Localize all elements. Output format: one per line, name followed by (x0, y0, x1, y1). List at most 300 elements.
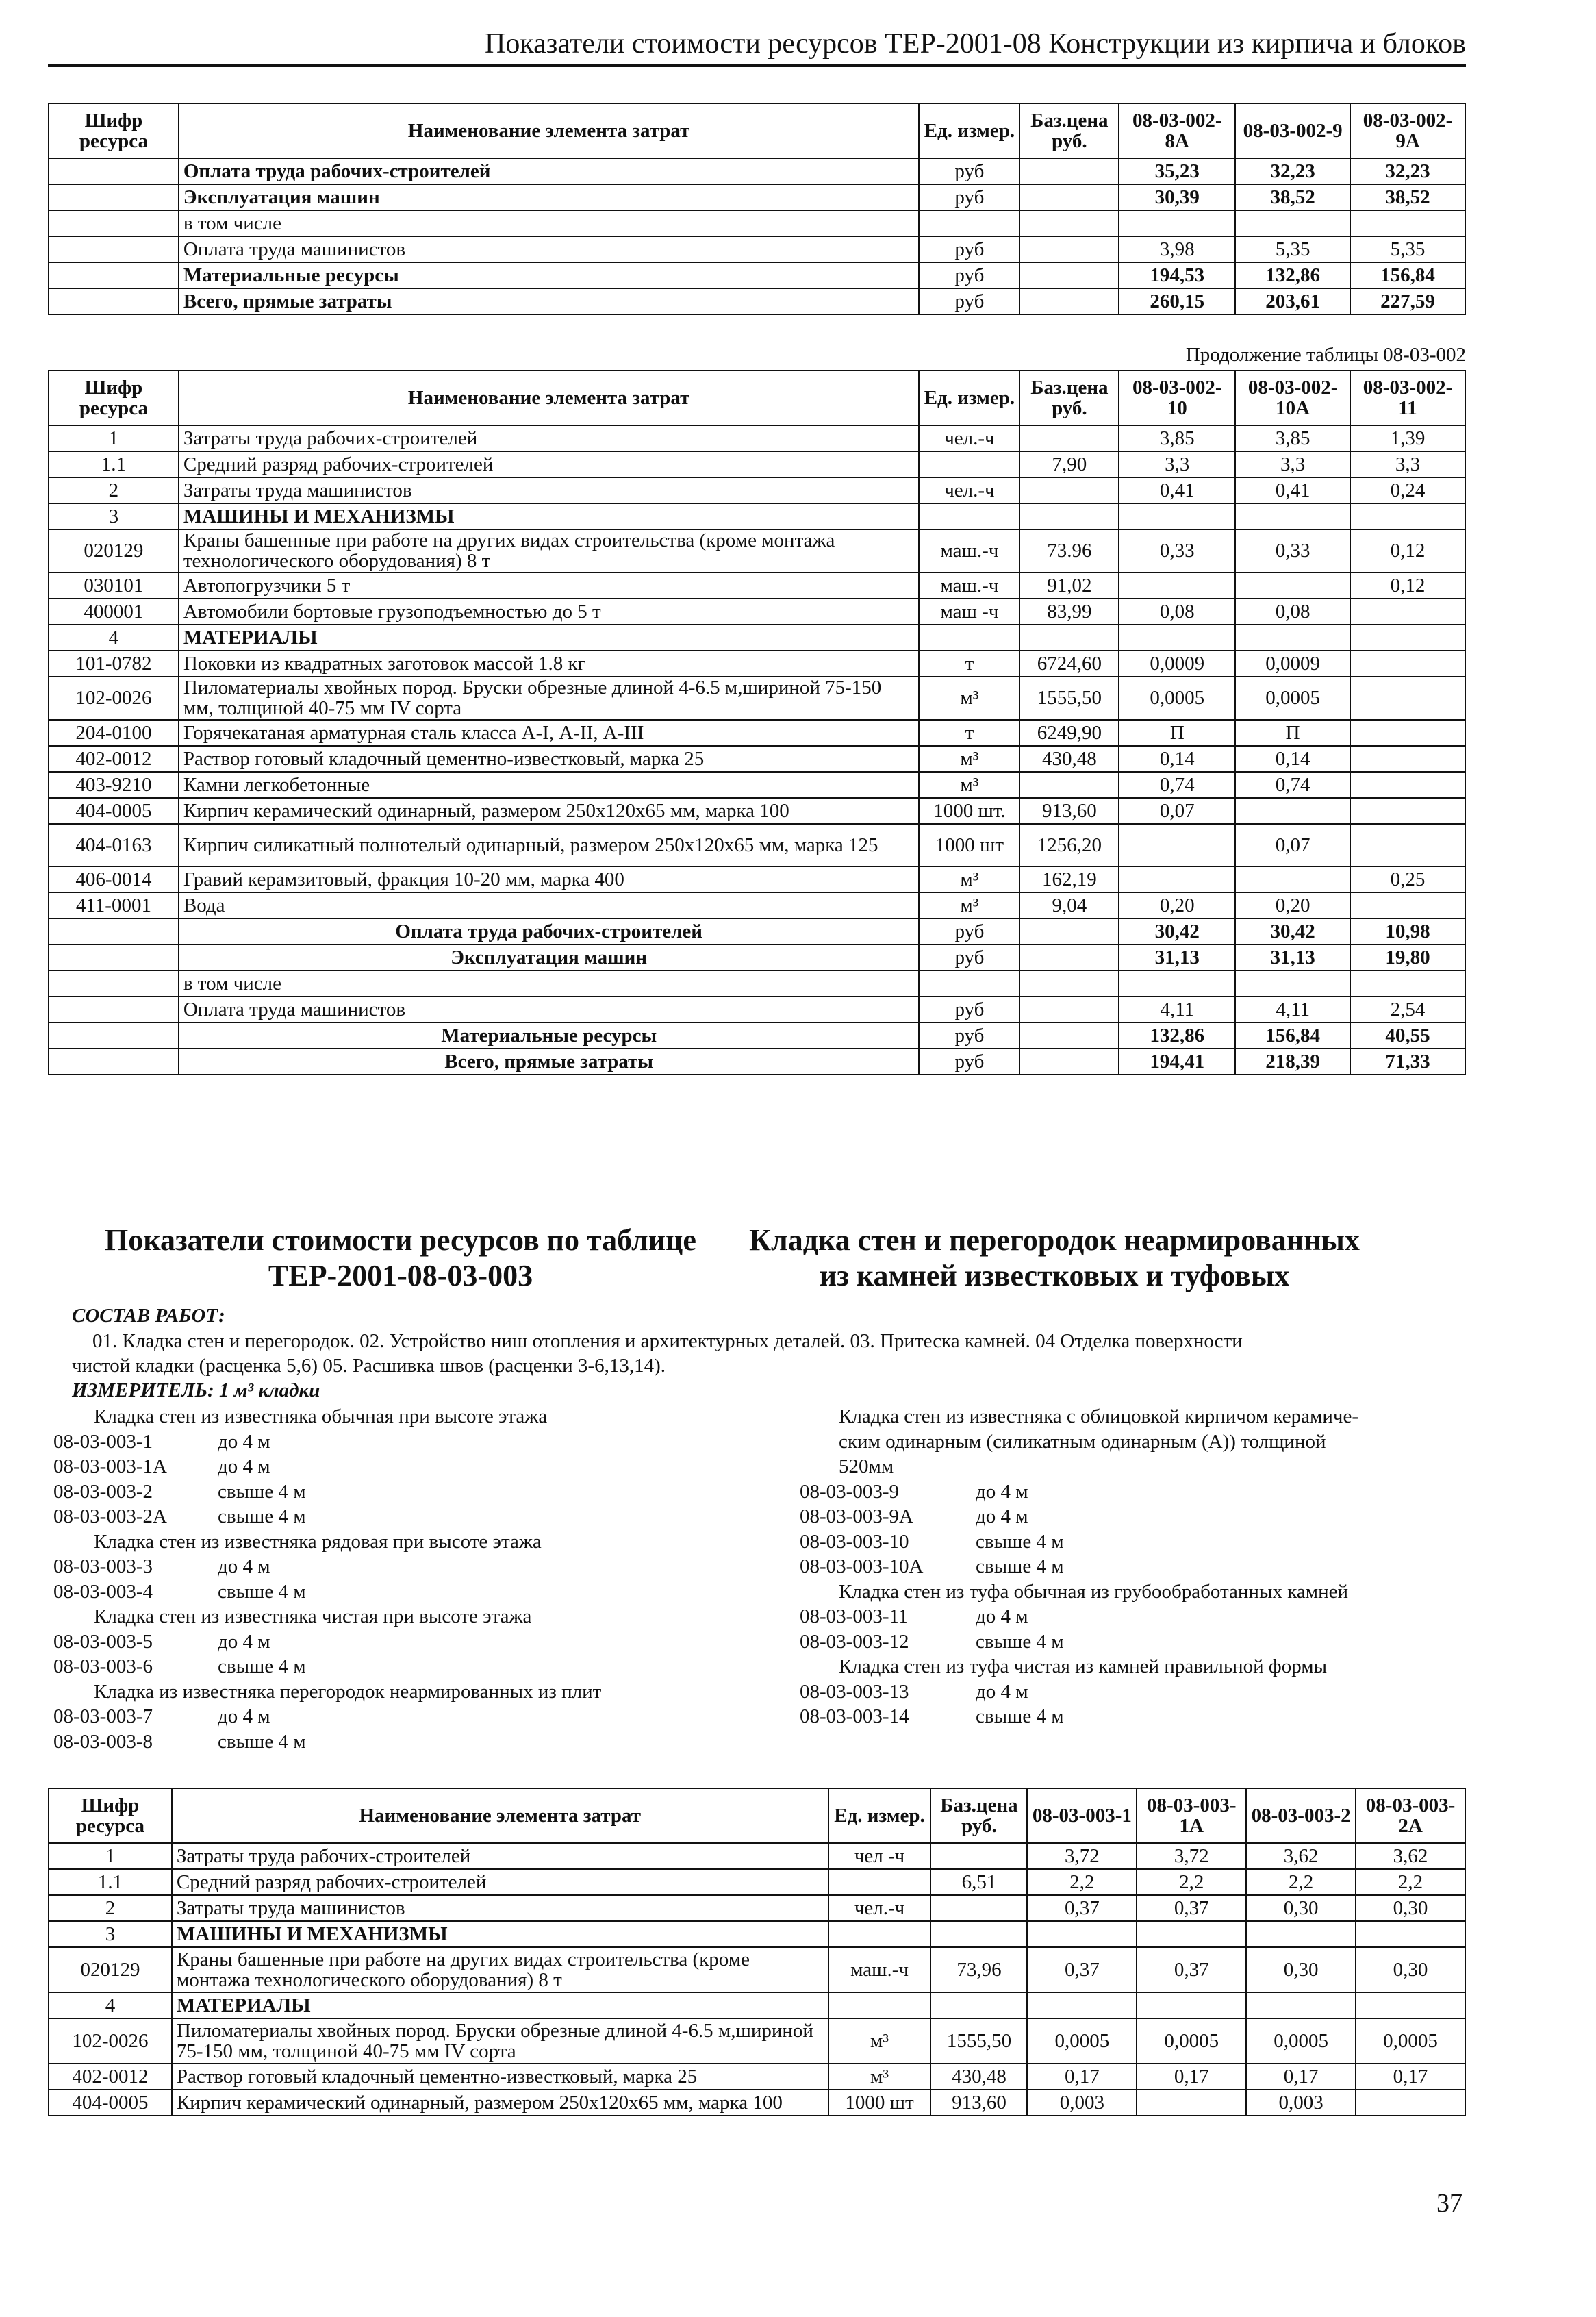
value-cell: 3,3 (1350, 451, 1465, 477)
value-cell: 132,86 (1235, 262, 1350, 288)
unit-cell: маш.-ч (828, 1947, 931, 1992)
value-cell (1350, 892, 1465, 918)
code-cell: 102-0026 (49, 2018, 172, 2064)
name-cell: Раствор готовый кладочный цементно-известковый, марка 25 (172, 2064, 828, 2090)
value-cell: 0,17 (1246, 2064, 1356, 2090)
name-cell: Всего, прямые затраты (179, 1049, 920, 1075)
price-cell (1019, 970, 1119, 997)
section-title-left: Показатели стоимости ресурсов по таблице ТЕР-2001-08-03-003 (105, 1223, 696, 1292)
unit-cell: руб (919, 997, 1019, 1023)
unit-cell: м³ (919, 677, 1019, 720)
table-row (49, 1947, 1465, 1992)
price-cell (1019, 918, 1119, 944)
table-row (49, 158, 1465, 184)
value-cell: 0,33 (1119, 529, 1235, 573)
col-rate-header: 08-03-002-10А (1235, 371, 1350, 425)
value-cell: 1,39 (1350, 425, 1465, 451)
value-cell (1119, 503, 1235, 529)
value-cell: 0,41 (1235, 477, 1350, 503)
name-cell: Гравий керамзитовый, фракция 10-20 мм, марка 400 (179, 866, 920, 892)
value-cell: 30,42 (1235, 918, 1350, 944)
unit-cell: чел -ч (828, 1843, 931, 1869)
name-cell: Средний разряд рабочих-строителей (179, 451, 920, 477)
table-row (49, 184, 1465, 210)
value-cell: 32,23 (1350, 158, 1465, 184)
unit-cell: 1000 шт (828, 2090, 931, 2116)
unit-cell: м³ (919, 892, 1019, 918)
name-cell: Всего, прямые затраты (179, 288, 920, 314)
rate-height: свыше 4 м (218, 1480, 306, 1503)
name-cell: Краны башенные при работе на других видах строительства (кроме монтажа технологического оборудования) 8 т (179, 529, 920, 573)
value-cell: 3,85 (1119, 425, 1235, 451)
value-cell (1119, 970, 1235, 997)
unit-cell: чел.-ч (919, 425, 1019, 451)
name-cell: в том числе (179, 210, 920, 236)
value-cell (1137, 1921, 1246, 1947)
unit-cell: руб (919, 262, 1019, 288)
value-cell: 0,33 (1235, 529, 1350, 573)
code-cell: 204-0100 (49, 720, 179, 746)
price-cell (1019, 1049, 1119, 1075)
value-cell: 0,0009 (1119, 651, 1235, 677)
name-cell: Автомобили бортовые грузоподъемностью до 5 т (179, 599, 920, 625)
rate-code: 08-03-003-2А (53, 1505, 167, 1527)
name-cell: Затраты труда рабочих-строителей (179, 425, 920, 451)
col-rate-header: 08-03-003-2 (1246, 1788, 1356, 1843)
price-cell: 9,04 (1019, 892, 1119, 918)
name-cell: МАШИНЫ И МЕХАНИЗМЫ (179, 503, 920, 529)
value-cell: 30,42 (1119, 918, 1235, 944)
value-cell: 38,52 (1235, 184, 1350, 210)
rate-height: до 4 м (218, 1705, 270, 1727)
value-cell (1350, 772, 1465, 798)
price-cell (930, 1843, 1027, 1869)
price-cell (1019, 944, 1119, 970)
value-cell: 40,55 (1350, 1023, 1465, 1049)
code-cell (49, 1049, 179, 1075)
unit-cell: т (919, 651, 1019, 677)
table-row (49, 477, 1465, 503)
table-row (49, 746, 1465, 772)
value-cell: 3,72 (1137, 1843, 1246, 1869)
rate-code: 08-03-003-7 (53, 1705, 153, 1727)
value-cell: 0,08 (1119, 599, 1235, 625)
col-rate-header: 08-03-003-2А (1356, 1788, 1465, 1843)
rate-height: свыше 4 м (218, 1580, 306, 1603)
code-cell: 403-9210 (49, 772, 179, 798)
code-cell: 3 (49, 503, 179, 529)
value-cell: 0,17 (1137, 2064, 1246, 2090)
page-number: 37 (1436, 2189, 1462, 2218)
value-cell (1350, 503, 1465, 529)
rate-code: 08-03-003-9 (800, 1480, 899, 1503)
unit-cell (828, 1992, 931, 2018)
value-cell: 0,0005 (1235, 677, 1350, 720)
unit-cell: маш.-ч (919, 529, 1019, 573)
value-cell: 2,2 (1027, 1869, 1137, 1895)
value-cell: 3,62 (1356, 1843, 1465, 1869)
col-price-header: Баз.цена руб. (1019, 371, 1119, 425)
value-cell (1350, 210, 1465, 236)
value-cell (1350, 970, 1465, 997)
table-row (49, 651, 1465, 677)
value-cell (1246, 1921, 1356, 1947)
value-cell (1119, 625, 1235, 651)
code-cell (49, 918, 179, 944)
name-cell: Камни легкобетонные (179, 772, 920, 798)
rate-height: свыше 4 м (218, 1505, 306, 1527)
value-cell: 32,23 (1235, 158, 1350, 184)
rate-code: 08-03-003-1А (53, 1455, 167, 1477)
value-cell: 2,2 (1137, 1869, 1246, 1895)
value-cell: 0,0005 (1119, 677, 1235, 720)
code-cell: 2 (49, 477, 179, 503)
value-cell (1350, 746, 1465, 772)
value-cell: 0,003 (1027, 2090, 1137, 2116)
unit-cell: руб (919, 184, 1019, 210)
price-cell: 91,02 (1019, 573, 1119, 599)
value-cell: 0,003 (1246, 2090, 1356, 2116)
value-cell: 2,2 (1246, 1869, 1356, 1895)
code-cell: 404-0163 (49, 824, 179, 866)
price-cell (1019, 1023, 1119, 1049)
value-cell: 3,3 (1119, 451, 1235, 477)
list-heading: ским одинарным (силикатным одинарным (А)) толщиной (839, 1430, 1326, 1453)
value-cell (1235, 210, 1350, 236)
code-cell: 4 (49, 625, 179, 651)
price-cell: 913,60 (930, 2090, 1027, 2116)
value-cell: 0,17 (1027, 2064, 1137, 2090)
table-08-03-002-part2 (48, 370, 1466, 1075)
unit-cell (919, 625, 1019, 651)
col-price-header: Баз.цена руб. (1019, 103, 1119, 158)
price-cell: 6249,90 (1019, 720, 1119, 746)
table-row (49, 262, 1465, 288)
table-row (49, 997, 1465, 1023)
unit-cell: руб (919, 944, 1019, 970)
value-cell: 0,37 (1027, 1947, 1137, 1992)
unit-cell: чел.-ч (919, 477, 1019, 503)
code-cell: 102-0026 (49, 677, 179, 720)
unit-cell: руб (919, 158, 1019, 184)
table-row (49, 236, 1465, 262)
name-cell: Горячекатаная арматурная сталь класса А-I, А-II, А-III (179, 720, 920, 746)
value-cell: 0,30 (1356, 1947, 1465, 1992)
unit-cell: м³ (919, 866, 1019, 892)
value-cell: 0,24 (1350, 477, 1465, 503)
rate-code: 08-03-003-8 (53, 1730, 153, 1753)
continuation-label: Продолжение таблицы 08-03-002 (1185, 344, 1466, 366)
value-cell (1027, 1921, 1137, 1947)
table-row (49, 451, 1465, 477)
code-cell: 020129 (49, 529, 179, 573)
table-row (49, 2090, 1465, 2116)
unit-cell: 1000 шт. (919, 798, 1019, 824)
value-cell: 10,98 (1350, 918, 1465, 944)
table-row (49, 892, 1465, 918)
price-cell (1019, 503, 1119, 529)
value-cell: 0,37 (1137, 1947, 1246, 1992)
rate-height: до 4 м (976, 1505, 1028, 1527)
sostav-text: 01. Кладка стен и перегородок. 02. Устройство ниш отопления и архитектурных деталей. 03. Притеска камней. 04 Отделка поверхности (92, 1330, 1243, 1352)
value-cell: 203,61 (1235, 288, 1350, 314)
table-08-03-002-part1 (48, 103, 1466, 315)
table-row (49, 1921, 1465, 1947)
value-cell: 156,84 (1235, 1023, 1350, 1049)
price-cell (930, 1895, 1027, 1921)
rate-code: 08-03-003-11 (800, 1605, 909, 1627)
value-cell: 0,20 (1235, 892, 1350, 918)
value-cell: 0,0005 (1137, 2018, 1246, 2064)
code-cell: 411-0001 (49, 892, 179, 918)
col-unit-header: Ед. измер. (919, 103, 1019, 158)
unit-cell (919, 970, 1019, 997)
value-cell: 0,37 (1027, 1895, 1137, 1921)
table-row (49, 288, 1465, 314)
value-cell: 0,17 (1356, 2064, 1465, 2090)
value-cell: 71,33 (1350, 1049, 1465, 1075)
value-cell: П (1119, 720, 1235, 746)
value-cell (1235, 798, 1350, 824)
value-cell (1246, 1992, 1356, 2018)
unit-cell: м³ (828, 2064, 931, 2090)
value-cell: 156,84 (1350, 262, 1465, 288)
rate-code: 08-03-003-12 (800, 1630, 909, 1653)
unit-cell: м³ (919, 746, 1019, 772)
price-cell: 430,48 (930, 2064, 1027, 2090)
table-row (49, 210, 1465, 236)
code-cell: 402-0012 (49, 746, 179, 772)
rate-height: свыше 4 м (976, 1705, 1064, 1727)
rate-code: 08-03-003-1 (53, 1430, 153, 1453)
value-cell: 0,08 (1235, 599, 1350, 625)
rate-code: 08-03-003-2 (53, 1480, 153, 1503)
value-cell (1119, 573, 1235, 599)
price-cell: 430,48 (1019, 746, 1119, 772)
measure-unit: ИЗМЕРИТЕЛЬ: 1 м³ кладки (72, 1379, 320, 1401)
price-cell (1019, 236, 1119, 262)
price-cell: 6724,60 (1019, 651, 1119, 677)
list-heading: Кладка стен из известняка рядовая при высоте этажа (94, 1530, 542, 1553)
value-cell: 38,52 (1350, 184, 1465, 210)
unit-cell (828, 1869, 931, 1895)
code-cell: 406-0014 (49, 866, 179, 892)
table-row (49, 866, 1465, 892)
unit-cell: руб (919, 236, 1019, 262)
price-cell: 83,99 (1019, 599, 1119, 625)
table-row (49, 918, 1465, 944)
value-cell (1119, 866, 1235, 892)
code-cell (49, 262, 179, 288)
value-cell: 4,11 (1119, 997, 1235, 1023)
col-rate-header: 08-03-003-1 (1027, 1788, 1137, 1843)
code-cell: 402-0012 (49, 2064, 172, 2090)
rate-code: 08-03-003-3 (53, 1555, 153, 1577)
code-cell (49, 997, 179, 1023)
code-cell: 404-0005 (49, 2090, 172, 2116)
code-cell: 101-0782 (49, 651, 179, 677)
list-heading: Кладка стен из известняка обычная при высоте этажа (94, 1405, 548, 1427)
value-cell: 0,14 (1235, 746, 1350, 772)
value-cell (1119, 210, 1235, 236)
value-cell: 3,85 (1235, 425, 1350, 451)
name-cell: Краны башенные при работе на других видах строительства (кроме монтажа технологического оборудования) 8 т (172, 1947, 828, 1992)
code-cell: 1.1 (49, 451, 179, 477)
name-cell: Затраты труда машинистов (172, 1895, 828, 1921)
value-cell (1350, 599, 1465, 625)
table-row (49, 1992, 1465, 2018)
price-cell (1019, 772, 1119, 798)
code-cell: 030101 (49, 573, 179, 599)
name-cell: МАТЕРИАЛЫ (172, 1992, 828, 2018)
col-code-header: Шифр ресурса (49, 103, 179, 158)
value-cell: 30,39 (1119, 184, 1235, 210)
value-cell: 35,23 (1119, 158, 1235, 184)
col-rate-header: 08-03-002-8А (1119, 103, 1235, 158)
rate-height: свыше 4 м (976, 1555, 1064, 1577)
value-cell: 3,3 (1235, 451, 1350, 477)
price-cell (930, 1921, 1027, 1947)
table-row (49, 720, 1465, 746)
table-row (49, 599, 1465, 625)
table-row (49, 529, 1465, 573)
unit-cell: руб (919, 918, 1019, 944)
section-title-right: Кладка стен и перегородок неармированных из камней известковых и туфовых (749, 1223, 1360, 1292)
value-cell: 194,53 (1119, 262, 1235, 288)
code-cell (49, 288, 179, 314)
value-cell: 0,74 (1235, 772, 1350, 798)
price-cell (1019, 210, 1119, 236)
col-unit-header: Ед. измер. (919, 371, 1019, 425)
col-price-header: Баз.цена руб. (930, 1788, 1027, 1843)
table-row (49, 2018, 1465, 2064)
value-cell: П (1235, 720, 1350, 746)
code-cell: 1 (49, 425, 179, 451)
price-cell (1019, 288, 1119, 314)
code-cell (49, 236, 179, 262)
value-cell: 19,80 (1350, 944, 1465, 970)
value-cell (1350, 677, 1465, 720)
code-cell: 1.1 (49, 1869, 172, 1895)
price-cell (1019, 477, 1119, 503)
price-cell: 6,51 (930, 1869, 1027, 1895)
col-rate-header: 08-03-002-9А (1350, 103, 1465, 158)
value-cell: 227,59 (1350, 288, 1465, 314)
value-cell (1235, 625, 1350, 651)
value-cell (1137, 1992, 1246, 2018)
rate-height: свыше 4 м (976, 1530, 1064, 1553)
col-name-header: Наименование элемента затрат (179, 103, 920, 158)
name-cell: МАШИНЫ И МЕХАНИЗМЫ (172, 1921, 828, 1947)
table-row (49, 573, 1465, 599)
page-header: Показатели стоимости ресурсов ТЕР-2001-08 Конструкции из кирпича и блоков (48, 27, 1466, 67)
table-row (49, 772, 1465, 798)
price-cell: 1555,50 (1019, 677, 1119, 720)
rate-height: до 4 м (218, 1455, 270, 1477)
value-cell: 0,30 (1356, 1895, 1465, 1921)
list-heading: 520мм (839, 1455, 894, 1477)
code-cell: 2 (49, 1895, 172, 1921)
rate-height: до 4 м (976, 1480, 1028, 1503)
value-cell: 0,0005 (1246, 2018, 1356, 2064)
price-cell (1019, 262, 1119, 288)
col-rate-header: 08-03-002-10 (1119, 371, 1235, 425)
unit-cell: м³ (919, 772, 1019, 798)
code-cell (49, 158, 179, 184)
col-rate-header: 08-03-002-11 (1350, 371, 1465, 425)
value-cell: 0,07 (1119, 798, 1235, 824)
code-cell: 4 (49, 1992, 172, 2018)
value-cell (1027, 1992, 1137, 2018)
price-cell (1019, 997, 1119, 1023)
rate-height: до 4 м (218, 1555, 270, 1577)
value-cell: 5,35 (1350, 236, 1465, 262)
rate-height: свыше 4 м (218, 1655, 306, 1677)
table-row (49, 1869, 1465, 1895)
price-cell (930, 1992, 1027, 2018)
value-cell (1119, 824, 1235, 866)
value-cell (1235, 573, 1350, 599)
name-cell: Затраты труда машинистов (179, 477, 920, 503)
col-code-header: Шифр ресурса (49, 1788, 172, 1843)
col-code-header: Шифр ресурса (49, 371, 179, 425)
code-cell (49, 210, 179, 236)
value-cell: 0,12 (1350, 573, 1465, 599)
price-cell: 73,96 (930, 1947, 1027, 1992)
value-cell (1350, 798, 1465, 824)
value-cell: 0,0005 (1356, 2018, 1465, 2064)
table-row (49, 503, 1465, 529)
value-cell: 0,20 (1119, 892, 1235, 918)
unit-cell: маш.-ч (919, 573, 1019, 599)
value-cell: 0,37 (1137, 1895, 1246, 1921)
sostav-text: чистой кладки (расценка 5,6) 05. Расшивка швов (расценки 3-6,13,14). (72, 1355, 666, 1377)
unit-cell: чел.-ч (828, 1895, 931, 1921)
rate-height: до 4 м (976, 1680, 1028, 1703)
code-cell: 1 (49, 1843, 172, 1869)
value-cell (1356, 1921, 1465, 1947)
table-row (49, 970, 1465, 997)
code-cell: 400001 (49, 599, 179, 625)
code-cell (49, 970, 179, 997)
name-cell: Пиломатериалы хвойных пород. Бруски обрезные длиной 4-6.5 м,шириной 75-150 мм, толщиной 40-75 мм IV сорта (179, 677, 920, 720)
col-name-header: Наименование элемента затрат (172, 1788, 828, 1843)
name-cell: Оплата труда машинистов (179, 236, 920, 262)
table-row (49, 798, 1465, 824)
rate-height: до 4 м (218, 1630, 270, 1653)
table-row (49, 425, 1465, 451)
price-cell (1019, 184, 1119, 210)
price-cell: 7,90 (1019, 451, 1119, 477)
value-cell (1350, 824, 1465, 866)
value-cell: 0,74 (1119, 772, 1235, 798)
rate-code: 08-03-003-10 (800, 1530, 909, 1553)
name-cell: Раствор готовый кладочный цементно-известковый, марка 25 (179, 746, 920, 772)
unit-cell: руб (919, 288, 1019, 314)
code-cell (49, 184, 179, 210)
price-cell: 1256,20 (1019, 824, 1119, 866)
name-cell: в том числе (179, 970, 920, 997)
name-cell: Поковки из квадратных заготовок массой 1.8 кг (179, 651, 920, 677)
name-cell: Вода (179, 892, 920, 918)
code-cell (49, 1023, 179, 1049)
name-cell: Средний разряд рабочих-строителей (172, 1869, 828, 1895)
price-cell: 162,19 (1019, 866, 1119, 892)
name-cell: Оплата труда рабочих-строителей (179, 918, 920, 944)
table-row (49, 625, 1465, 651)
name-cell: Пиломатериалы хвойных пород. Бруски обрезные длиной 4-6.5 м,шириной 75-150 мм, толщиной 40-75 мм IV сорта (172, 2018, 828, 2064)
table-row (49, 824, 1465, 866)
